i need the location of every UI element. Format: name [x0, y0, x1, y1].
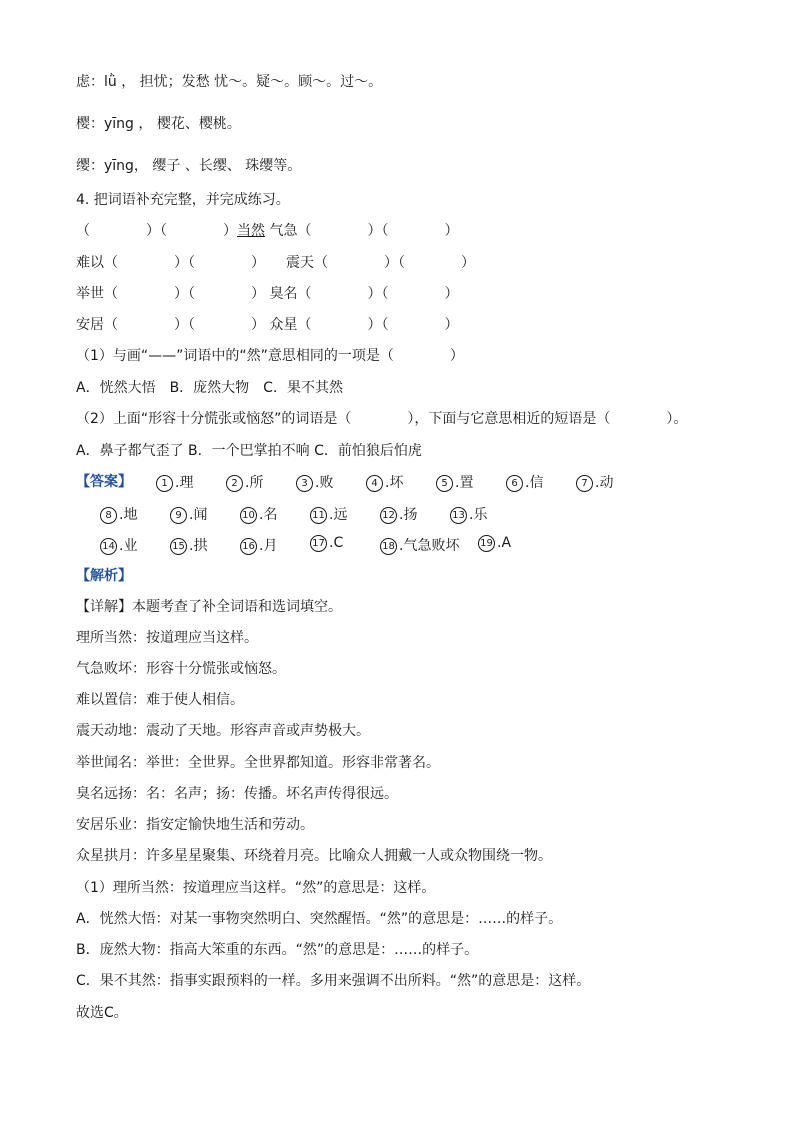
answer-value: 业: [123, 538, 138, 554]
pronunciation-line-2: 樱：yīng ， 樱花、樱桃。: [76, 116, 241, 132]
question-row-4: 安居（ ）（ ） 众星（ ）（ ）: [76, 317, 459, 333]
answer-value: 信: [529, 475, 544, 491]
circled-number: 16: [240, 538, 257, 555]
circled-number: 18: [380, 538, 397, 555]
circled-number: 7: [576, 475, 593, 492]
sub-question-1-options: A．恍然大悟 B．庞然大物 C．果不其然: [76, 380, 343, 396]
analysis-line-10: （1）理所当然：按道理应当这样。“然”的意思是：这样。: [76, 880, 436, 896]
analysis-label: 【解析】: [76, 568, 132, 584]
answer-value: 闻: [193, 507, 208, 523]
answer-item: 17 .C: [310, 535, 343, 552]
circled-number: 8: [100, 507, 117, 524]
answer-item: 13 .乐: [450, 504, 487, 524]
pronunciation-line-1: 虑：lǜ ， 担忧；发愁 忧～。疑～。顾～。过～。: [76, 74, 383, 90]
sub-question-2: （2）上面“形容十分慌张或恼怒”的词语是（ ），下面与它意思相近的短语是（ ）。: [76, 411, 688, 427]
answer-value: 置: [459, 475, 474, 491]
answer-item: 15 .拱: [170, 535, 207, 555]
circled-number: 5: [436, 475, 453, 492]
analysis-line-11: A．恍然大悟：对某一事物突然明白、突然醒悟。“然”的意思是：……的样子。: [76, 911, 563, 927]
analysis-line-12: B．庞然大物：指高大笨重的东西。“然”的意思是：……的样子。: [76, 942, 479, 958]
analysis-line-8: 安居乐业：指安定愉快地生活和劳动。: [76, 817, 314, 833]
answer-item: 1 .理: [156, 472, 193, 492]
answer-item: 11 .远: [310, 504, 347, 524]
row1-tail: 气急（ ）（ ）: [265, 223, 459, 239]
answer-value: C: [333, 535, 344, 551]
answer-value: 理: [179, 475, 194, 491]
analysis-line-3: 气急败坏：形容十分慌张或恼怒。: [76, 661, 286, 677]
answer-item: 8 .地: [100, 504, 137, 524]
answer-item: 6 .信: [506, 472, 543, 492]
sub-question-1: （1）与画“——”词语中的“然”意思相同的一项是（ ）: [76, 348, 464, 364]
circled-number: 6: [506, 475, 523, 492]
analysis-line-7: 臭名远扬：名：名声；扬：传播。坏名声传得很远。: [76, 786, 398, 802]
answer-value: 气急败坏: [403, 538, 460, 554]
circled-number: 1: [156, 475, 173, 492]
circled-number: 3: [296, 475, 313, 492]
analysis-line-9: 众星拱月：许多星星聚集、环绕着月亮。比喻众人拥戴一人或众物围绕一物。: [76, 848, 552, 864]
answer-item: 7 .动: [576, 472, 613, 492]
sub-question-2-options: A．鼻子都气歪了 B．一个巴掌拍不响 C．前怕狼后怕虎: [76, 443, 422, 459]
question-row-3: 举世（ ）（ ） 臭名（ ）（ ）: [76, 286, 459, 302]
circled-number: 4: [366, 475, 383, 492]
pronunciation-line-3: 缨：yīng， 缨子 、长缨、 珠缨等。: [76, 158, 302, 174]
analysis-line-14: 故选C。: [76, 1005, 128, 1021]
answer-item: 10 .名: [240, 504, 277, 524]
circled-number: 9: [170, 507, 187, 524]
answer-item: 19 .A: [478, 535, 511, 552]
answer-value: A: [501, 535, 512, 551]
analysis-line-13: C．果不其然：指事实跟预料的一样。多用来强调不出所料。“然”的意思是：这样。: [76, 973, 591, 989]
question-row-1: [76, 221, 458, 241]
answer-item: 18 .气急败坏: [380, 535, 459, 555]
question-title: 4. 把词语补充完整，并完成练习。: [76, 192, 290, 208]
answer-value: 地: [123, 507, 138, 523]
circled-number: 10: [240, 507, 257, 524]
circled-number: 12: [380, 507, 397, 524]
answer-item: 2 .所: [226, 472, 263, 492]
answer-value: 月: [263, 538, 278, 554]
circled-number: 11: [310, 507, 327, 524]
answer-item: 4 .坏: [366, 472, 403, 492]
answer-value: 扬: [403, 507, 418, 523]
answer-value: 坏: [389, 475, 404, 491]
answer-value: 拱: [193, 538, 208, 554]
answer-label: 【答案】: [76, 474, 132, 490]
analysis-line-2: 理所当然：按道理应当这样。: [76, 630, 258, 646]
analysis-line-6: 举世闻名：举世：全世界。全世界都知道。形容非常著名。: [76, 755, 440, 771]
circled-number: 15: [170, 538, 187, 555]
underlined-word: 当然: [237, 223, 265, 239]
answer-item: 16 .月: [240, 535, 277, 555]
answer-item: 5 .置: [436, 472, 473, 492]
answer-value: 乐: [473, 507, 488, 523]
answer-value: 败: [319, 475, 334, 491]
circled-number: 13: [450, 507, 467, 524]
answer-value: 远: [333, 507, 348, 523]
answer-item: 9 .闻: [170, 504, 207, 524]
answer-item: 12 .扬: [380, 504, 417, 524]
answer-item: 14 .业: [100, 535, 137, 555]
answer-value: 动: [599, 475, 614, 491]
answer-value: 名: [263, 507, 278, 523]
circled-number: 14: [100, 538, 117, 555]
analysis-line-5: 震天动地：震动了天地。形容声音或声势极大。: [76, 723, 370, 739]
answer-item: 3 .败: [296, 472, 333, 492]
circled-number: 2: [226, 475, 243, 492]
answer-value: 所: [249, 475, 264, 491]
analysis-line-1: 【详解】本题考查了补全词语和选词填空。: [76, 599, 342, 615]
analysis-line-4: 难以置信：难于使人相信。: [76, 692, 244, 708]
question-row-2: 难以（ ）（ ） 震天（ ）（ ）: [76, 255, 475, 271]
row1-blanks: （ ）（ ）: [76, 223, 237, 239]
circled-number: 19: [478, 535, 495, 552]
circled-number: 17: [310, 535, 327, 552]
